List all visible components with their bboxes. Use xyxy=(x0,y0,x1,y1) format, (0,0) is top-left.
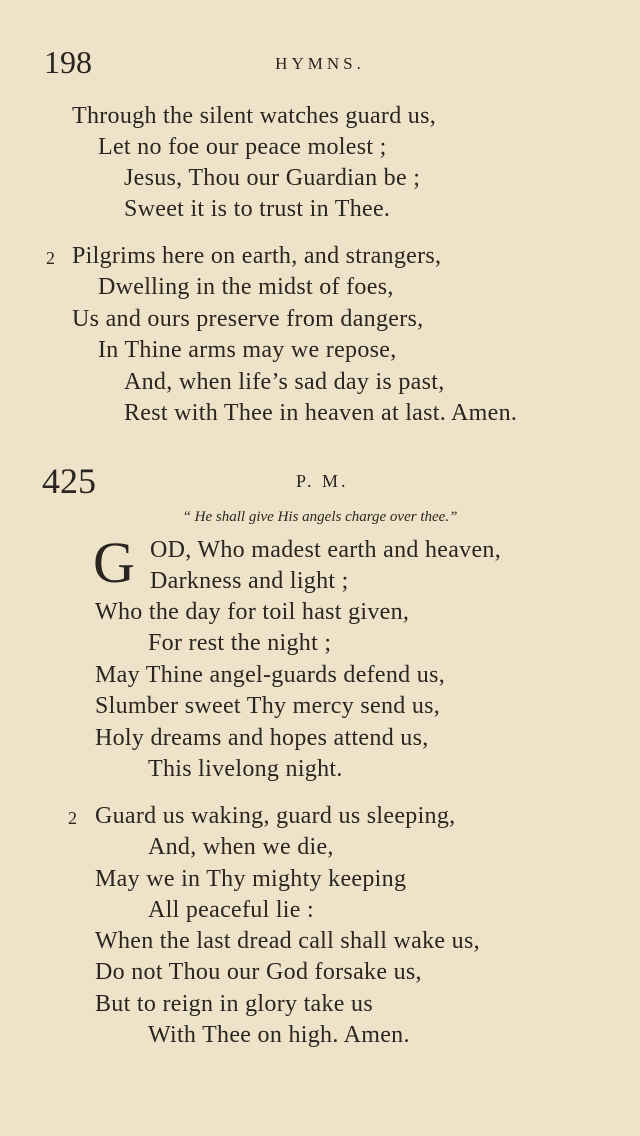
verse-line: OD, Who madest earth and heaven, xyxy=(150,537,502,563)
verse-line: Slumber sweet Thy mercy send us, xyxy=(95,693,441,719)
verse-line: In Thine arms may we repose, xyxy=(98,337,397,363)
verse-line: With Thee on high. Amen. xyxy=(148,1022,410,1048)
verse-line: Dwelling in the midst of foes, xyxy=(98,274,394,300)
verse-line: Sweet it is to trust in Thee. xyxy=(124,196,391,222)
drop-cap: G xyxy=(93,530,135,595)
hymn-number: 425 xyxy=(42,461,96,501)
verse-line: And, when we die, xyxy=(148,834,334,860)
verse-line: May Thine angel-guards defend us, xyxy=(95,662,446,688)
verse-line: Through the silent watches guard us, xyxy=(72,103,437,129)
verse-line: Guard us waking, guard us sleeping, xyxy=(95,803,456,829)
verse-line: Who the day for toil hast given, xyxy=(95,599,410,625)
verse-line: Us and ours preserve from dangers, xyxy=(72,306,424,332)
verse-line: This livelong night. xyxy=(148,756,343,782)
verse-line: When the last dread call shall wake us, xyxy=(95,928,480,954)
verse-line: Pilgrims here on earth, and strangers, xyxy=(72,243,442,269)
verse-line: Do not Thou our God forsake us, xyxy=(95,959,422,985)
running-head: HYMNS. xyxy=(275,54,365,73)
page-number: 198 xyxy=(44,44,92,80)
verse-line: And, when life’s sad day is past, xyxy=(124,369,445,395)
verse-line: All peaceful lie : xyxy=(148,897,314,923)
verse-line: Let no foe our peace molest ; xyxy=(98,134,387,160)
meter-label: P. M. xyxy=(296,471,349,491)
verse-line: But to reign in glory take us xyxy=(95,991,373,1017)
stanza-number: 2 xyxy=(46,248,55,268)
verse-line: For rest the night ; xyxy=(148,630,332,656)
verse-line: Jesus, Thou our Guardian be ; xyxy=(124,165,421,191)
epigraph: “ He shall give His angels charge over thee.” xyxy=(182,509,458,525)
verse-line: Holy dreams and hopes attend us, xyxy=(95,725,429,751)
verse-line: Rest with Thee in heaven at last. Amen. xyxy=(124,400,518,426)
verse-line: Darkness and light ; xyxy=(150,568,349,594)
verse-line: May we in Thy mighty keeping xyxy=(95,866,407,892)
stanza-number: 2 xyxy=(68,808,77,828)
